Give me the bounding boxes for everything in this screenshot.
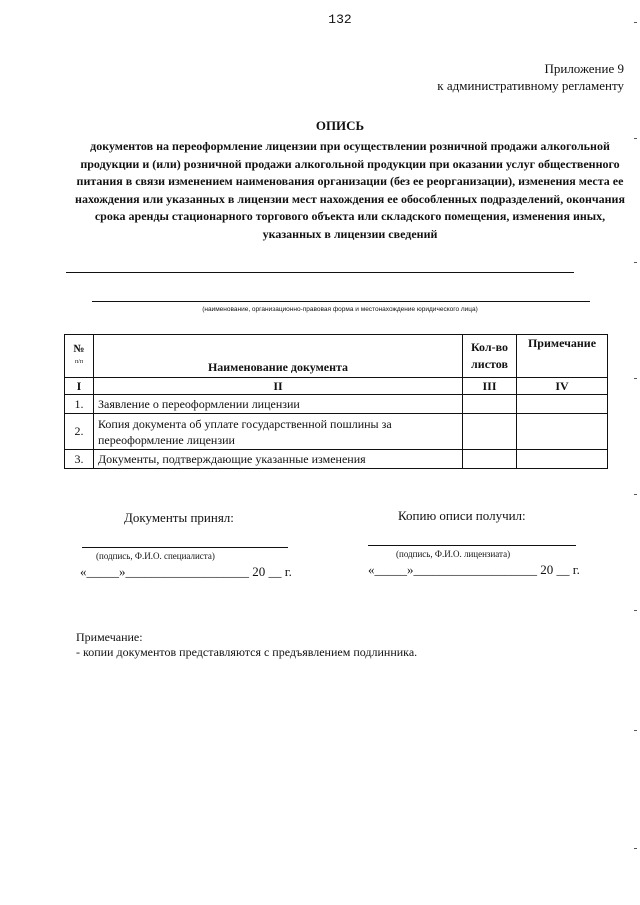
received-caption: (подпись, Ф.И.О. лицензиата) — [396, 549, 511, 559]
org-field-caption: (наименование, организационно-правовая форма и местонахождение юридического лица) — [202, 306, 478, 313]
appendix-line-1: Приложение 9 — [544, 61, 624, 76]
scan-mark — [634, 730, 637, 731]
appendix-line-2: к административному регламенту — [437, 78, 624, 93]
table-header-row — [65, 335, 608, 378]
roman-2: II — [94, 378, 463, 395]
roman-3: III — [463, 378, 517, 395]
roman-row — [65, 378, 608, 395]
row-note — [517, 414, 608, 450]
received-label: Копию описи получил: — [398, 508, 526, 523]
scan-mark — [634, 494, 637, 495]
row-qty — [463, 414, 517, 450]
header-num-cell — [65, 335, 94, 378]
row-doc-name: Заявление о переоформлении лицензии — [94, 395, 463, 414]
row-doc-name: Копия документа об уплате государственной пошлины за переоформление лицензии — [94, 414, 463, 450]
table-row — [65, 414, 608, 450]
row-num: 2. — [65, 414, 94, 450]
scan-mark — [634, 610, 637, 611]
scan-mark — [634, 378, 637, 379]
header-qty: Кол-во листов — [463, 335, 517, 378]
documents-table — [64, 334, 608, 469]
page-number: 132 — [328, 12, 352, 27]
accepted-label: Документы принял: — [124, 510, 234, 525]
document-title: ОПИСЬ — [315, 118, 365, 133]
roman-1: I — [65, 378, 94, 395]
received-date: «_____»___________________ 20 __ г. — [368, 562, 580, 577]
org-name-line-1 — [66, 272, 574, 273]
accepted-caption: (подпись, Ф.И.О. специалиста) — [96, 551, 215, 561]
received-signature-line — [368, 545, 576, 546]
header-num: № — [73, 343, 85, 355]
scan-mark — [634, 848, 637, 849]
note-text: - копии документов представляются с предъявлением подлинника. — [76, 645, 418, 659]
row-qty — [463, 450, 517, 469]
scan-mark — [634, 138, 637, 139]
note-heading: Примечание: — [76, 630, 143, 644]
row-num: 3. — [65, 450, 94, 469]
scan-mark — [634, 262, 637, 263]
header-name: Наименование документа — [94, 335, 463, 378]
header-note: Примечание — [517, 335, 608, 378]
table-row — [65, 450, 608, 469]
row-doc-name: Документы, подтверждающие указанные изменения — [94, 450, 463, 469]
org-name-line-2 — [92, 301, 590, 302]
accepted-date: «_____»___________________ 20 __ г. — [80, 564, 292, 579]
row-qty — [463, 395, 517, 414]
row-note — [517, 395, 608, 414]
row-note — [517, 450, 608, 469]
table-row — [65, 395, 608, 414]
document-subtitle: документов на переоформление лицензии при осуществлении розничной продажи алкогольной продукции и (или) розничной продажи алкогольной продукции при оказании услуг общественного питания в связи изменением наименования организации (без ее реорганизации), изменения места ее нахождения или указанных в лицензии мест нахождения ее обособленных подразделений, окончания срока аренды стационарного торгового объекта или складского помещения, изменения иных, указанных в лицензии сведений — [75, 139, 625, 241]
row-num: 1. — [65, 395, 94, 414]
accepted-signature-line — [82, 547, 288, 548]
roman-4: IV — [517, 378, 608, 395]
scan-mark — [634, 22, 637, 23]
header-num-sub: п/п — [74, 359, 84, 365]
